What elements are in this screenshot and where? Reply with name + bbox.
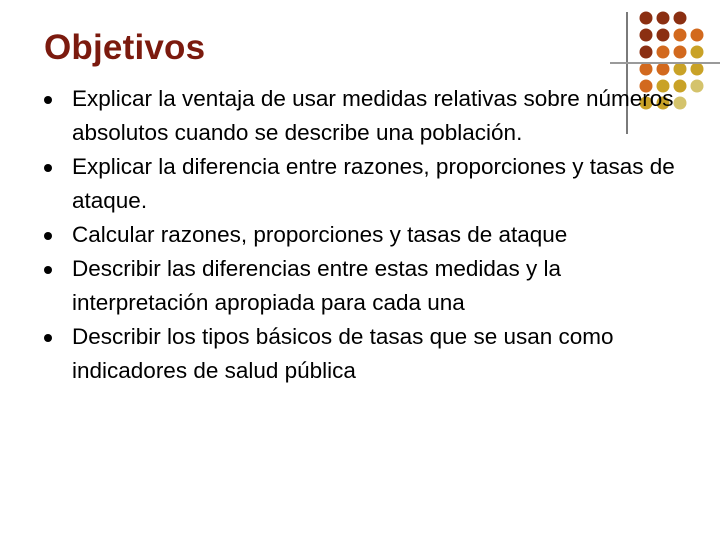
objective-item bbox=[44, 150, 684, 218]
objective-item bbox=[44, 252, 684, 320]
decorative-dot bbox=[657, 29, 670, 42]
decorative-dot bbox=[640, 29, 653, 42]
decorative-dot bbox=[640, 63, 653, 76]
decorative-dot bbox=[674, 29, 687, 42]
objective-text: Calcular razones, proporciones y tasas de ataque bbox=[72, 222, 568, 247]
objective-item bbox=[44, 82, 684, 150]
decorative-dot bbox=[657, 63, 670, 76]
decorative-horizontal-line bbox=[610, 62, 720, 64]
objective-item bbox=[44, 320, 684, 388]
decorative-dot bbox=[674, 12, 687, 25]
bullet-icon bbox=[44, 232, 52, 240]
decorative-dot bbox=[674, 46, 687, 59]
decorative-dot bbox=[640, 12, 653, 25]
objective-item bbox=[44, 218, 684, 252]
objective-text: Describir los tipos básicos de tasas que se usan como indicadores de salud pública bbox=[72, 324, 614, 383]
decorative-dot bbox=[657, 12, 670, 25]
bullet-icon bbox=[44, 266, 52, 274]
decorative-dot bbox=[691, 29, 704, 42]
bullet-icon bbox=[44, 164, 52, 172]
bullet-icon bbox=[44, 96, 52, 104]
decorative-dot bbox=[640, 46, 653, 59]
objective-text: Explicar la diferencia entre razones, proporciones y tasas de ataque. bbox=[72, 154, 675, 213]
decorative-dot bbox=[674, 63, 687, 76]
decorative-dot bbox=[691, 46, 704, 59]
decorative-dot bbox=[691, 80, 704, 93]
bullet-icon bbox=[44, 334, 52, 342]
decorative-dot bbox=[691, 63, 704, 76]
slide-title: Objetivos bbox=[44, 28, 206, 67]
decorative-dot bbox=[657, 46, 670, 59]
objectives-list bbox=[44, 82, 684, 388]
objective-text: Describir las diferencias entre estas medidas y la interpretación apropiada para cada una bbox=[72, 256, 561, 315]
objective-text: Explicar la ventaja de usar medidas relativas sobre números absolutos cuando se describe una población. bbox=[72, 86, 674, 145]
